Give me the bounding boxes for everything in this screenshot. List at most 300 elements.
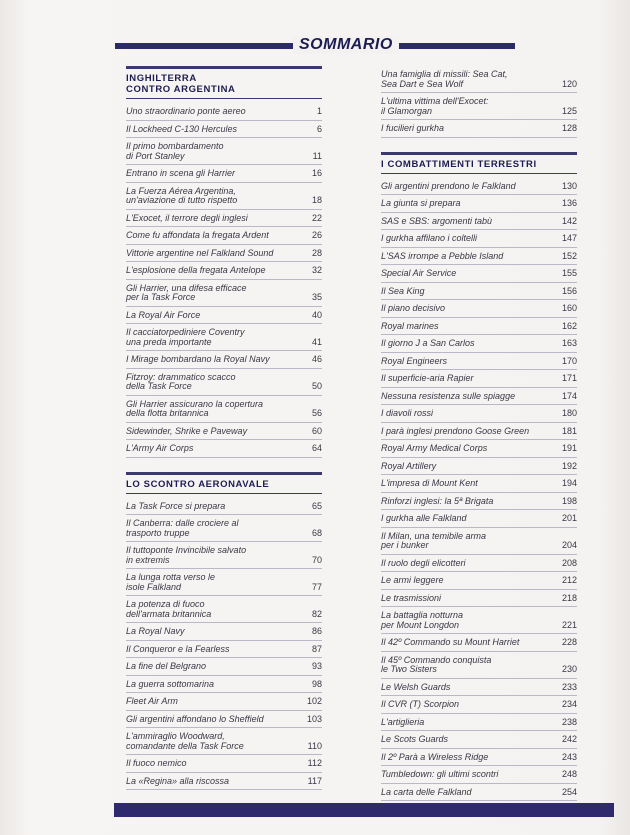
entry-page-number: 86 <box>311 626 322 636</box>
toc-entry <box>381 528 577 555</box>
entry-page-number: 70 <box>311 554 322 565</box>
toc-entry <box>126 369 322 396</box>
entry-title <box>381 700 553 710</box>
entry-page-number: 50 <box>311 381 322 391</box>
entry-page-number: 174 <box>561 390 577 401</box>
entry-title <box>126 311 298 321</box>
text-line: Il CVR (T) Scorpion <box>381 699 460 709</box>
entry-page-number: 192 <box>561 460 577 471</box>
entry-page-number: 110 <box>307 740 322 751</box>
entry-title <box>126 732 298 751</box>
text-line: Il primo bombardamento <box>126 141 224 151</box>
entry-page-number: 204 <box>561 540 577 550</box>
entry-title <box>126 546 298 565</box>
toc-entry <box>381 696 577 714</box>
entry-page-number: 242 <box>561 734 577 744</box>
text-line: La guerra sottomarina <box>126 678 215 689</box>
toc-entry <box>126 623 322 641</box>
toc-entry <box>126 423 322 441</box>
text-line: Fitzroy: drammatico scacco <box>126 371 236 382</box>
entry-page-number: 221 <box>561 619 577 630</box>
bottom-bar <box>114 803 614 817</box>
entry-title <box>381 594 553 604</box>
entry-title <box>126 231 298 241</box>
entry-title <box>126 355 298 365</box>
toc-entry <box>381 120 577 138</box>
entry-page-number: 163 <box>561 338 577 348</box>
entry-page-number: 35 <box>311 292 322 302</box>
text-line: I diavoli rossi <box>381 408 434 418</box>
entry-page-number: 11 <box>312 150 322 161</box>
text-line: I COMBATTIMENTI TERRESTRI <box>381 158 537 170</box>
text-line: I parà inglesi prendono Goose Green <box>381 425 530 436</box>
entry-title <box>381 656 553 675</box>
entry-page-number: 65 <box>311 500 322 511</box>
text-line: Il 45º Commando conquista <box>381 654 492 665</box>
text-line: L'ammiraglio Woodward, <box>126 731 225 741</box>
toc-entry <box>381 213 577 231</box>
entry-page-number: 18 <box>311 195 322 205</box>
entry-title <box>126 502 298 512</box>
text-line: La battaglia notturna <box>381 610 464 620</box>
entry-title <box>381 611 553 630</box>
entry-page-number: 160 <box>561 303 577 313</box>
toc-entry <box>126 676 322 694</box>
entry-title <box>126 427 298 437</box>
entry-title <box>381 304 553 314</box>
entry-title <box>381 322 553 332</box>
toc-entry <box>126 324 322 351</box>
entry-title <box>381 576 553 586</box>
entry-title <box>126 777 298 787</box>
entry-page-number: 120 <box>561 78 577 89</box>
toc-entry <box>126 711 322 729</box>
toc-entry <box>381 572 577 590</box>
text-line: Uno straordinario ponte aereo <box>126 106 246 116</box>
text-line: L'artiglieria <box>381 716 425 727</box>
toc-entry <box>126 103 322 121</box>
entry-page-number: 98 <box>311 678 322 689</box>
entry-title <box>381 753 553 763</box>
toc-entry <box>381 300 577 318</box>
entry-page-number: 218 <box>561 592 577 603</box>
entry-title <box>381 638 553 648</box>
entry-page-number: 142 <box>561 215 577 226</box>
text-line: Il Conqueror e la Fearless <box>126 643 230 654</box>
toc-entry <box>381 714 577 732</box>
text-line: Vittorie argentine nel Falkland Sound <box>126 247 274 258</box>
text-line: I gurkha alle Falkland <box>381 513 467 523</box>
text-line: Le Welsh Guards <box>381 681 451 692</box>
text-line: isole Falkland <box>126 581 182 592</box>
toc-entry <box>381 458 577 476</box>
entry-title <box>381 444 553 454</box>
text-line: La fine del Belgrano <box>126 661 207 671</box>
text-line: Le armi leggere <box>381 575 444 585</box>
entry-page-number: 233 <box>561 681 577 692</box>
entry-page-number: 201 <box>561 513 577 523</box>
text-line: il Glamorgan <box>381 105 433 116</box>
text-line: Royal marines <box>381 320 439 331</box>
entry-page-number: 191 <box>561 443 577 453</box>
toc-entry <box>126 693 322 711</box>
entry-page-number: 93 <box>311 661 322 671</box>
section-heading <box>381 152 577 174</box>
entry-title <box>126 214 298 224</box>
entry-title <box>381 124 553 134</box>
text-line: Fleet Air Arm <box>126 696 178 706</box>
toc-entry <box>126 658 322 676</box>
entry-page-number: 254 <box>561 786 577 797</box>
toc-entry <box>126 280 322 307</box>
section-gap <box>126 458 322 472</box>
text-line: Il Canberra: dalle crociere al <box>126 518 239 528</box>
entry-page-number: 230 <box>561 664 577 674</box>
right-column <box>381 66 577 801</box>
entry-page-number: 194 <box>561 478 577 488</box>
text-line: Gli argentini affondano lo Sheffield <box>126 713 264 724</box>
entry-page-number: 147 <box>561 233 577 243</box>
entry-page-number: 77 <box>311 581 322 592</box>
toc-entry <box>381 66 577 93</box>
entry-page-number: 136 <box>561 198 577 208</box>
entry-page-number: 128 <box>561 123 577 133</box>
text-line: Il 2º Parà a Wireless Ridge <box>381 751 489 762</box>
section-gap <box>381 138 577 152</box>
entry-page-number: 181 <box>561 425 577 436</box>
toc-entry <box>126 183 322 210</box>
entry-title <box>381 269 553 279</box>
text-line: L'SAS irrompe a Pebble Island <box>381 250 504 261</box>
entry-title <box>126 169 298 179</box>
entry-page-number: 16 <box>311 168 322 178</box>
text-line: Il cacciatorpediniere Coventry <box>126 327 245 337</box>
text-line: Il tuttoponte Invincibile salvato <box>126 545 247 555</box>
entry-title <box>126 715 298 725</box>
entry-page-number: 162 <box>561 320 577 331</box>
entry-title <box>381 735 553 745</box>
entry-page-number: 243 <box>561 751 577 762</box>
text-line: di Port Stanley <box>126 150 185 161</box>
text-line: Gli argentini prendono le Falkland <box>381 180 516 191</box>
entry-title <box>126 142 298 161</box>
entry-title <box>126 627 298 637</box>
text-line: Il piano decisivo <box>381 303 446 313</box>
entry-title <box>381 357 553 367</box>
entry-page-number: 208 <box>561 557 577 568</box>
entry-page-number: 228 <box>561 637 577 647</box>
toc-entry <box>126 227 322 245</box>
entry-page-number: 130 <box>561 180 577 191</box>
entry-page-number: 170 <box>561 355 577 366</box>
toc-entry <box>381 493 577 511</box>
text-line: LO SCONTRO AERONAVALE <box>126 478 270 490</box>
entry-title <box>381 339 553 349</box>
entry-title <box>381 252 553 262</box>
text-line: un'aviazione di tutto rispetto <box>126 195 238 205</box>
entry-title <box>381 559 553 569</box>
text-line: I Mirage bombardano la Royal Navy <box>126 354 270 364</box>
toc-entry <box>126 396 322 423</box>
toc-entry <box>126 307 322 325</box>
text-line: una preda importante <box>126 336 212 347</box>
entry-title <box>126 600 298 619</box>
entry-title <box>126 187 298 206</box>
toc-entry <box>381 440 577 458</box>
toc-entry <box>126 138 322 165</box>
text-line: INGHILTERRA <box>126 73 197 84</box>
toc-entry <box>381 265 577 283</box>
toc-entry <box>381 370 577 388</box>
toc-entry <box>126 755 322 773</box>
text-line: La giunta si prepara <box>381 198 461 208</box>
toc-entry <box>126 245 322 263</box>
entry-page-number: 41 <box>311 336 322 347</box>
toc-entry <box>381 607 577 634</box>
text-line: Rinforzi inglesi: la 5ª Brigata <box>381 495 494 506</box>
toc-entry <box>126 262 322 280</box>
text-line: della flotta britannica <box>126 408 209 418</box>
text-line: I gurkha affilano i coltelli <box>381 233 478 243</box>
entry-page-number: 234 <box>561 699 577 709</box>
text-line: Royal Engineers <box>381 355 448 366</box>
entry-page-number: 155 <box>561 268 577 278</box>
entry-title <box>126 697 298 707</box>
toc-entry <box>126 542 322 569</box>
text-line: per i bunker <box>381 540 429 550</box>
text-line: Il Sea King <box>381 285 425 296</box>
text-line: L'ultima vittima dell'Exocet: <box>381 96 489 106</box>
text-line: La carta delle Falkland <box>381 786 472 797</box>
toc-entry <box>381 405 577 423</box>
entry-title <box>381 718 553 728</box>
entry-title <box>381 683 553 693</box>
entry-page-number: 28 <box>311 247 322 258</box>
entry-page-number: 198 <box>561 495 577 506</box>
toc-entry <box>126 121 322 139</box>
entry-title <box>381 374 553 384</box>
toc-entry <box>381 475 577 493</box>
text-line: Il Milan, una temibile arma <box>381 530 487 541</box>
entry-title <box>126 249 298 259</box>
text-line: Entrano in scena gli Harrier <box>126 168 236 178</box>
text-line: L'impresa di Mount Kent <box>381 478 478 488</box>
entry-page-number: 103 <box>306 713 322 724</box>
toc-entry <box>126 440 322 458</box>
entry-title <box>126 284 298 303</box>
toc-entry <box>381 318 577 336</box>
entry-title <box>381 217 553 227</box>
text-line: trasporto truppe <box>126 527 190 538</box>
entry-title <box>381 97 553 116</box>
entry-title <box>381 409 553 419</box>
entry-page-number: 82 <box>311 608 322 619</box>
toc-entry <box>381 423 577 441</box>
text-line: Special Air Service <box>381 268 457 278</box>
text-line: Nessuna resistenza sulle spiagge <box>381 390 516 401</box>
text-line: Il ruolo degli elicotteri <box>381 557 466 568</box>
entry-page-number: 152 <box>561 250 577 261</box>
text-line: comandante della Task Force <box>126 740 244 751</box>
left-column <box>126 66 322 790</box>
text-line: della Task Force <box>126 381 192 391</box>
entry-title <box>381 427 553 437</box>
text-line: Sidewinder, Shrike e Paveway <box>126 425 248 436</box>
toc-entry <box>381 555 577 573</box>
toc-entry <box>126 728 322 755</box>
toc-entry <box>381 178 577 196</box>
toc-entry <box>381 93 577 120</box>
entry-title <box>381 462 553 472</box>
entry-title <box>126 266 298 276</box>
entry-title <box>381 770 553 780</box>
text-line: La Task Force si prepara <box>126 500 226 511</box>
toc-entry <box>126 569 322 596</box>
toc-entry <box>381 784 577 802</box>
toc-entry <box>381 510 577 528</box>
text-line: le Two Sisters <box>381 664 437 674</box>
toc-entry <box>381 283 577 301</box>
text-line: Tumbledown: gli ultimi scontri <box>381 769 499 779</box>
text-line: CONTRO ARGENTINA <box>126 84 236 95</box>
text-line: Il Lockheed C-130 Hercules <box>126 123 238 134</box>
entry-title <box>126 444 298 454</box>
entry-page-number: 87 <box>311 643 322 654</box>
text-line: Le Scots Guards <box>381 734 449 744</box>
toc-entry <box>381 388 577 406</box>
section-heading <box>126 472 322 494</box>
toc-entry <box>381 749 577 767</box>
text-line: Il fuoco nemico <box>126 758 187 768</box>
entry-title <box>126 645 298 655</box>
text-line: Il superficie-aria Rapier <box>381 373 474 383</box>
entry-title <box>381 199 553 209</box>
entry-page-number: 68 <box>311 527 322 538</box>
text-line: Gli Harrier assicurano la copertura <box>126 398 264 409</box>
text-line: La potenza di fuoco <box>126 599 205 609</box>
toc-entry <box>381 679 577 697</box>
toc-entry <box>126 351 322 369</box>
entry-page-number: 40 <box>311 309 322 320</box>
entry-title <box>381 532 553 551</box>
entry-title <box>381 182 553 192</box>
toc-entry <box>381 248 577 266</box>
toc-entry <box>126 773 322 791</box>
text-line: Gli Harrier, una difesa efficace <box>126 282 247 293</box>
toc-entry <box>126 515 322 542</box>
toc-entry <box>126 596 322 623</box>
text-line: La lunga rotta verso le <box>126 572 216 582</box>
text-line: La «Regina» alla riscossa <box>126 775 230 786</box>
title-bar <box>115 38 515 54</box>
entry-page-number: 117 <box>307 775 322 786</box>
entry-title <box>126 519 298 538</box>
toc-entry <box>126 165 322 183</box>
entry-title <box>126 680 298 690</box>
text-line: La Fuerza Aérea Argentina, <box>126 185 236 196</box>
text-line: Sea Dart e Sea Wolf <box>381 78 464 89</box>
entry-title <box>126 400 298 419</box>
entry-title <box>381 497 553 507</box>
toc-entry <box>381 652 577 679</box>
text-line: Il giorno J a San Carlos <box>381 338 475 348</box>
text-line: per la Task Force <box>126 292 196 302</box>
text-line: La Royal Navy <box>126 626 185 636</box>
entry-title <box>126 328 298 347</box>
entry-page-number: 238 <box>561 716 577 727</box>
toc-entry <box>126 498 322 516</box>
toc-entry <box>381 195 577 213</box>
entry-title <box>126 573 298 592</box>
text-line: Le trasmissioni <box>381 592 442 603</box>
entry-page-number: 56 <box>311 408 322 418</box>
toc-entry <box>381 731 577 749</box>
entry-title <box>381 70 553 89</box>
entry-page-number: 6 <box>316 123 322 134</box>
toc-entry <box>381 353 577 371</box>
entry-page-number: 102 <box>306 696 322 706</box>
entry-page-number: 248 <box>561 769 577 779</box>
toc-entry <box>381 634 577 652</box>
toc-entry <box>126 210 322 228</box>
entry-title <box>381 788 553 798</box>
entry-page-number: 26 <box>311 230 322 240</box>
text-line: L'esplosione della fregata Antelope <box>126 265 266 275</box>
text-line: Royal Artillery <box>381 460 437 471</box>
entry-page-number: 156 <box>561 285 577 296</box>
entry-page-number: 32 <box>311 265 322 275</box>
entry-page-number: 1 <box>316 106 322 116</box>
entry-title <box>126 125 298 135</box>
text-line: dell'armata britannica <box>126 608 212 619</box>
entry-title <box>126 107 298 117</box>
entry-page-number: 180 <box>561 408 577 418</box>
entry-title <box>381 479 553 489</box>
text-line: SAS e SBS: argomenti tabù <box>381 215 493 226</box>
text-line: L'Army Air Corps <box>126 443 194 453</box>
entry-title <box>126 662 298 672</box>
toc-entry <box>381 766 577 784</box>
text-line: L'Exocet, il terrore degli inglesi <box>126 212 248 223</box>
text-line: Una famiglia di missili: Sea Cat, <box>381 69 508 79</box>
text-line: Royal Army Medical Corps <box>381 443 488 453</box>
entry-page-number: 22 <box>311 212 322 223</box>
text-line: Come fu affondata la fregata Ardent <box>126 230 269 240</box>
entry-title <box>381 392 553 402</box>
text-line: per Mount Longdon <box>381 619 460 630</box>
entry-page-number: 171 <box>561 373 577 383</box>
toc-entry <box>381 230 577 248</box>
text-line: La Royal Air Force <box>126 309 201 320</box>
entry-title <box>381 234 553 244</box>
entry-title <box>126 759 298 769</box>
text-line: I fucilieri gurkha <box>381 123 445 133</box>
entry-page-number: 112 <box>307 758 322 768</box>
toc-entry <box>126 641 322 659</box>
toc-entry <box>381 335 577 353</box>
entry-page-number: 64 <box>311 443 322 453</box>
entry-title <box>381 287 553 297</box>
entry-title <box>381 514 553 524</box>
entry-page-number: 125 <box>561 105 577 116</box>
section-heading <box>126 66 322 99</box>
entry-title <box>126 373 298 392</box>
entry-page-number: 212 <box>561 575 577 585</box>
text-line: in extremis <box>126 554 170 565</box>
entry-page-number: 60 <box>311 425 322 436</box>
entry-page-number: 46 <box>311 354 322 364</box>
page-title: SOMMARIO <box>293 36 399 54</box>
